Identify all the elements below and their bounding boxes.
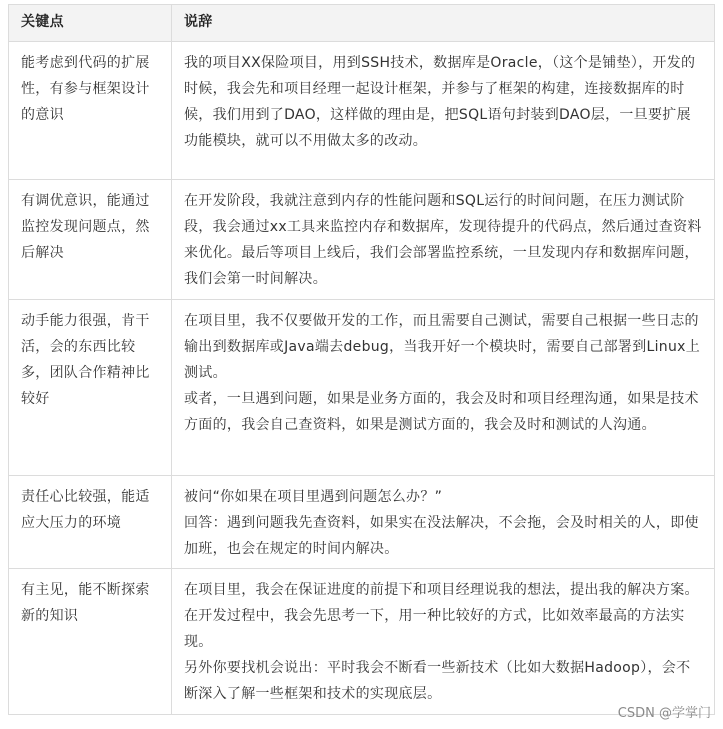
table-row: [9, 300, 715, 476]
table-row: [9, 180, 715, 300]
talking-point-cell: [172, 42, 715, 180]
key-point-cell: 能考虑到代码的扩展性，有参与框架设计的意识: [9, 42, 172, 180]
talking-point-cell: [172, 569, 715, 715]
key-point-cell: 动手能力很强，肯干活，会的东西比较多，团队合作精神比较好: [9, 300, 172, 476]
key-point-cell: 有主见，能不断探索新的知识: [9, 569, 172, 715]
table-row: [9, 569, 715, 715]
talking-point-line: 回答：遇到问题我先查资料，如果实在没法解决，不会拖，会及时相关的人，即使加班，也会在规定的时间内解决。: [184, 515, 699, 557]
header-key-point: 关键点: [9, 5, 172, 42]
talking-point-line: 或者，一旦遇到问题，如果是业务方面的，我会及时和项目经理沟通，如果是技术方面的，我会自己查资料，如果是测试方面的，我会及时和测试的人沟通。: [184, 391, 699, 433]
talking-point-cell: [172, 476, 715, 569]
interview-points-table: [8, 4, 715, 715]
table-header-row: [9, 5, 715, 42]
key-point-cell: 有调优意识，能通过监控发现问题点，然后解决: [9, 180, 172, 300]
table-row: [9, 476, 715, 569]
talking-point-line: 我的项目XX保险项目，用到SSH技术，数据库是Oracle，（这个是铺垫），开发的时候，我会先和项目经理一起设计框架，并参与了框架的构建，连接数据库的时候，我们用到了DAO，这样做的理由是，把SQL语句封装到DAO层，一旦要扩展功能模块，就可以不用做太多的改动。: [184, 55, 696, 149]
talking-point-line: 被问“你如果在项目里遇到问题怎么办？”: [184, 489, 443, 505]
talking-point-line: 在开发阶段，我就注意到内存的性能问题和SQL运行的时间问题，在压力测试阶段，我会通过xx工具来监控内存和数据库，发现待提升的代码点，然后通过查资料来优化。最后等项目上线后，我们会部署监控系统，一旦发现内存和数据库问题，我们会第一时间解决。: [184, 193, 702, 287]
talking-point-line: 在项目里，我会在保证进度的前提下和项目经理说我的想法，提出我的解决方案。在开发过程中，我会先思考一下，用一种比较好的方式，比如效率最高的方法实现。: [184, 582, 699, 650]
talking-point-cell: [172, 180, 715, 300]
table-row: [9, 42, 715, 180]
header-talking-point: 说辞: [172, 5, 715, 42]
csdn-watermark: CSDN @学掌门: [617, 706, 711, 721]
key-point-cell: 责任心比较强，能适应大压力的环境: [9, 476, 172, 569]
talking-point-line: 另外你要找机会说出：平时我会不断看一些新技术（比如大数据Hadoop），会不断深入了解一些框架和技术的实现底层。: [184, 660, 691, 702]
talking-point-line: 在项目里，我不仅要做开发的工作，而且需要自己测试，需要自己根据一些日志的输出到数据库或Java端去debug，当我开好一个模块时，需要自己部署到Linux上测试。: [184, 313, 701, 381]
interview-points-table-container: [8, 4, 714, 715]
talking-point-cell: [172, 300, 715, 476]
